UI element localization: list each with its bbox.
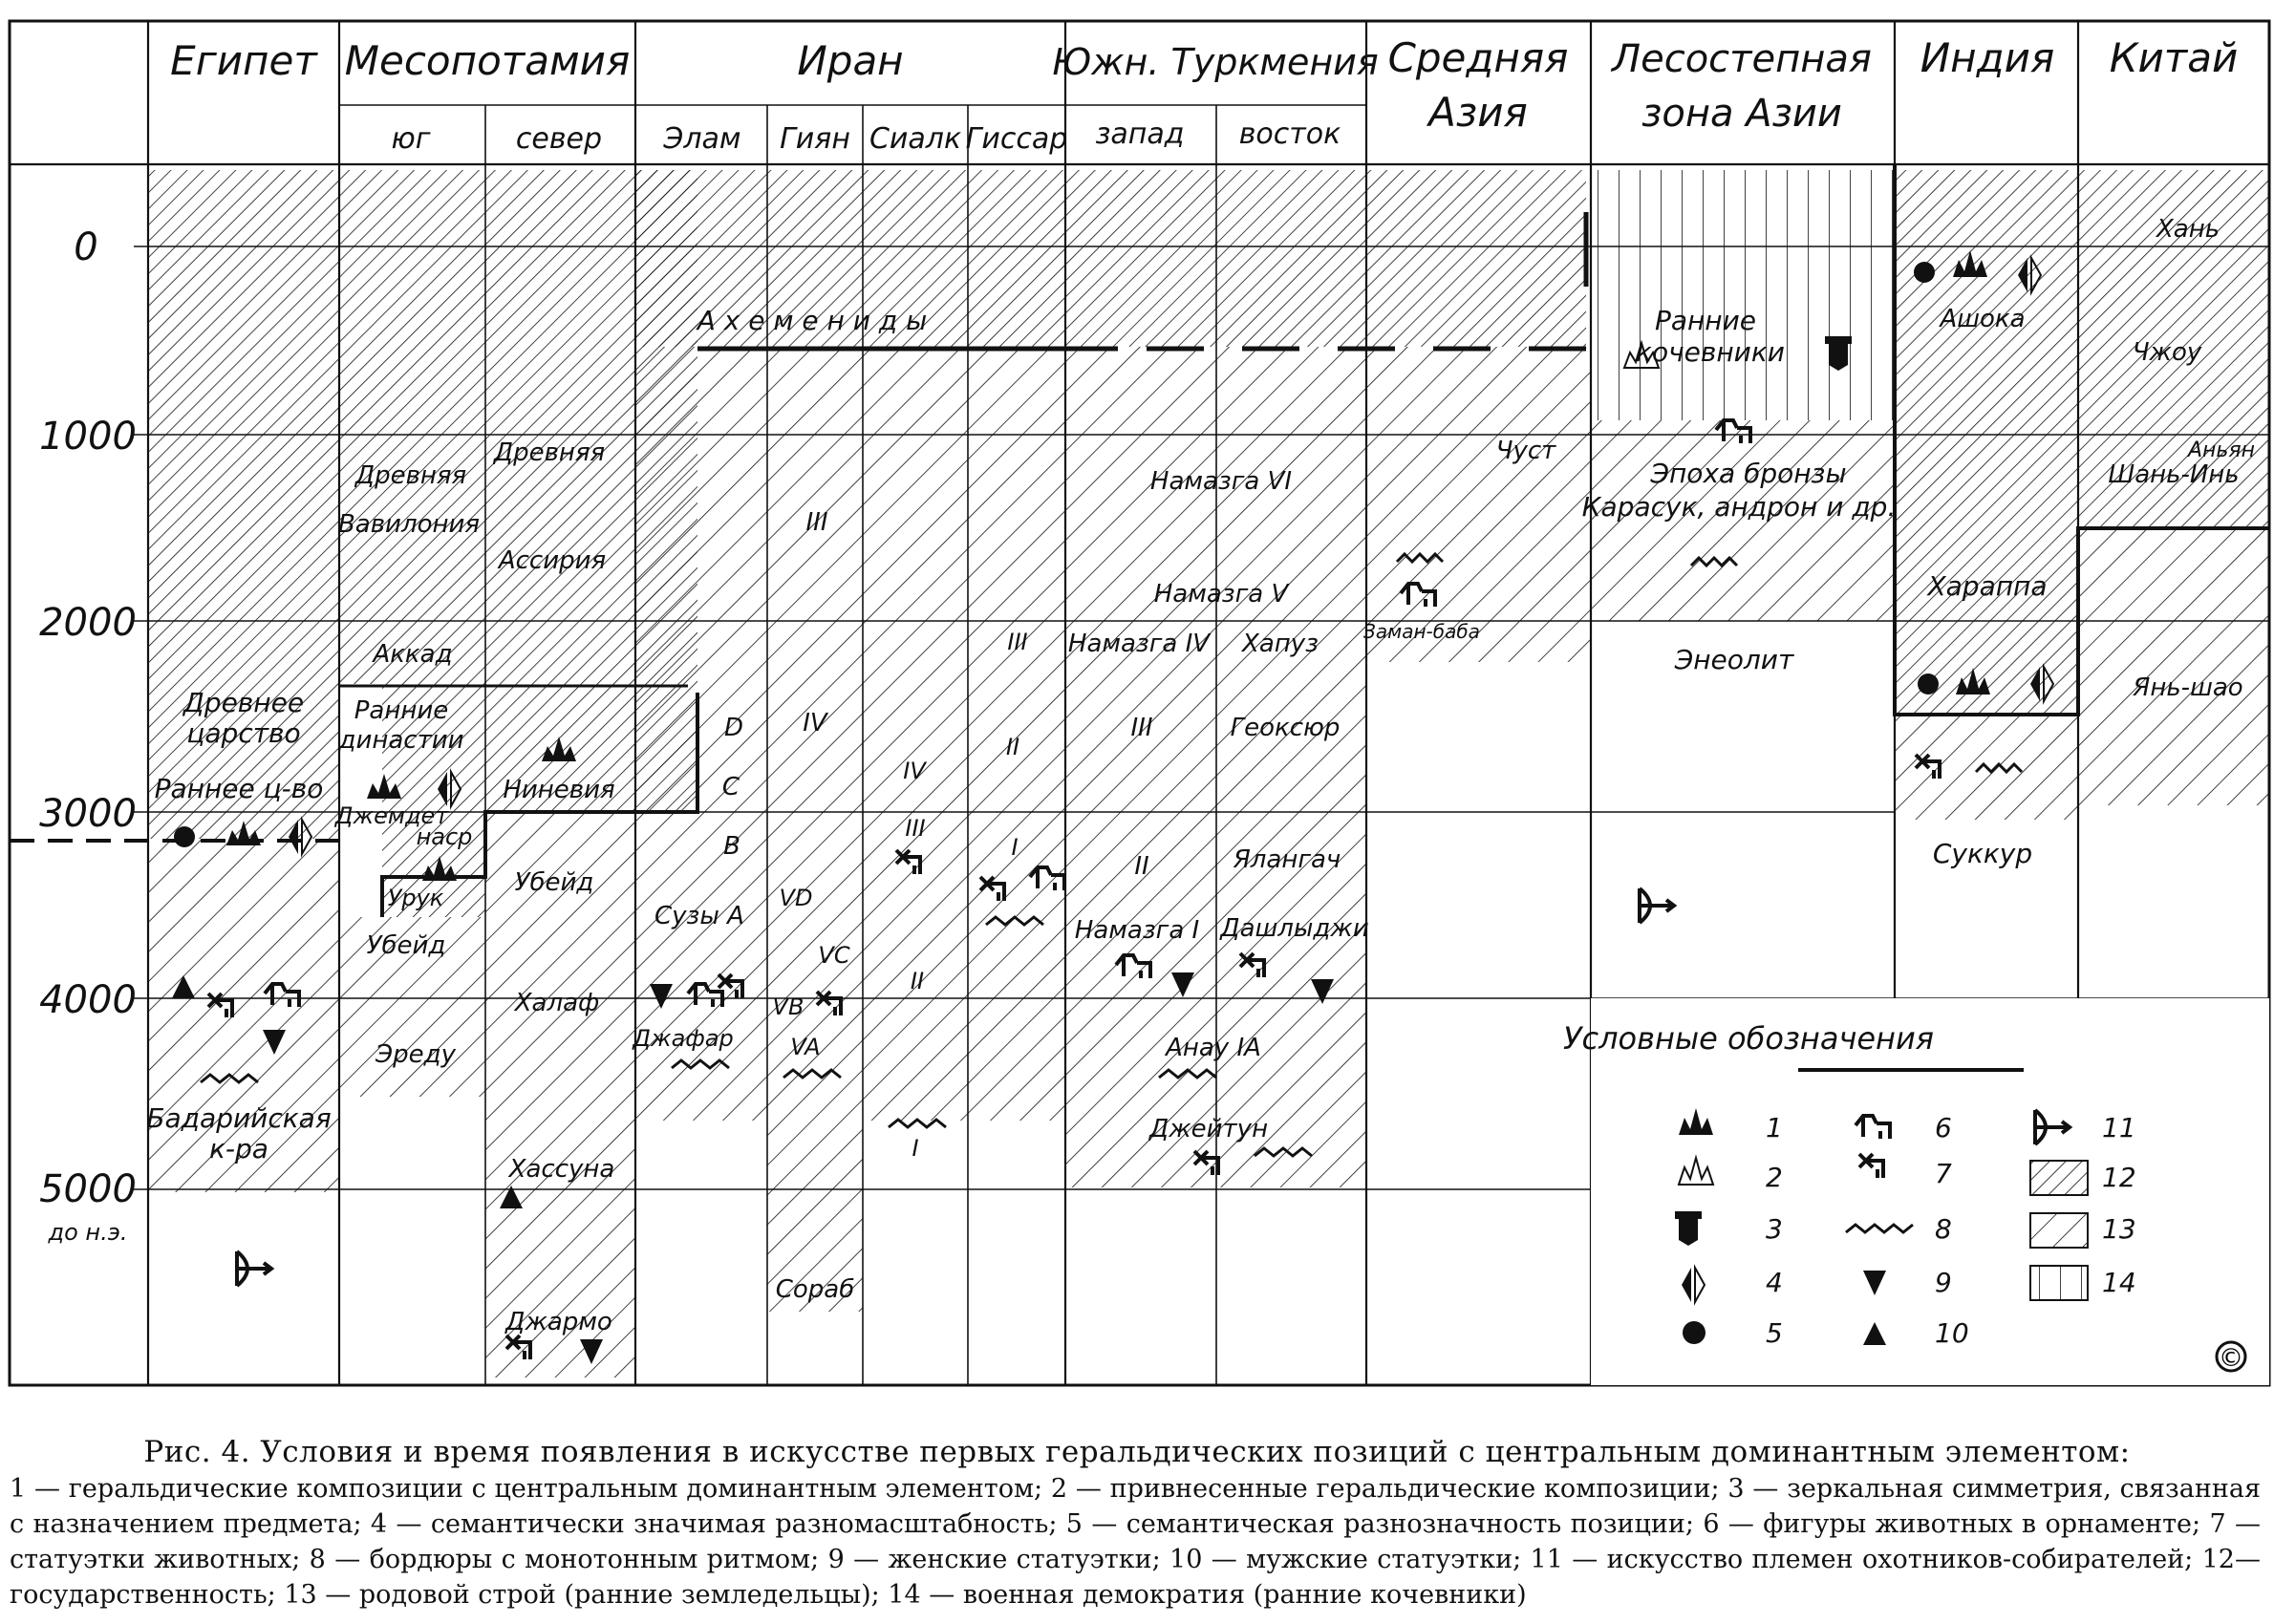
- position-dot-icon: [174, 826, 195, 847]
- header-meso-south: юг: [391, 122, 431, 156]
- label-zamanbaba: Заман-баба: [1363, 620, 1480, 643]
- label-giyan-vd: VD: [779, 885, 813, 911]
- hunter-art-icon: [1640, 888, 1674, 923]
- label-sialk-iv: IV: [903, 758, 926, 784]
- label-chust: Чуст: [1495, 437, 1556, 465]
- header-india: Индия: [1920, 34, 2055, 81]
- copyright-mark: ©: [2219, 1344, 2243, 1373]
- legend-item-4: 4: [1766, 1267, 1783, 1298]
- legend-item-10: 10: [1935, 1317, 1969, 1349]
- legend-title: Условные обозначения: [1562, 1020, 1935, 1057]
- label-early-dynasties-2: династии: [338, 726, 464, 755]
- tick-0: 0: [74, 225, 98, 269]
- tick-4000: 4000: [39, 978, 137, 1022]
- header-turkmenia: Южн. Туркмения: [1052, 41, 1379, 83]
- label-turk-iii: III: [1130, 714, 1153, 742]
- legend-statehood-swatch: [2030, 1161, 2088, 1195]
- label-achaemenids: А х е м е н и д ы: [697, 305, 928, 336]
- position-dot-icon: [1914, 262, 1935, 283]
- label-giyan-va: VA: [790, 1034, 821, 1060]
- header-mesopotamia: Месопотамия: [344, 37, 631, 84]
- label-jemdet-2: наср: [416, 823, 473, 850]
- label-early-dynastic-egypt: Раннее ц-во: [154, 773, 324, 804]
- label-ubaid-north: Убейд: [514, 868, 594, 897]
- header-egypt: Египет: [170, 37, 317, 84]
- label-giyan-vc: VC: [818, 942, 850, 969]
- legend-tribal-swatch: [2030, 1213, 2088, 1248]
- label-yangshao: Янь-шао: [2133, 673, 2243, 702]
- header-iran: Иран: [797, 37, 904, 84]
- tick-3000: 3000: [39, 792, 137, 836]
- label-sialk-i: I: [912, 1135, 919, 1162]
- label-namazga-v: Намазга V: [1153, 580, 1289, 609]
- label-elam-d: D: [723, 714, 744, 742]
- header-steppe-1: Лесостепная: [1612, 37, 1872, 81]
- label-early-dynasties-1: Ранние: [354, 696, 449, 725]
- header-turk-west: запад: [1095, 118, 1185, 151]
- label-old-babylon-2: Вавилония: [337, 510, 481, 539]
- hunter-art-icon: [237, 1251, 271, 1286]
- label-elam-b: B: [723, 832, 740, 861]
- label-sialk-ii: II: [910, 968, 925, 994]
- header-iran-hissar: Гиссар: [965, 122, 1068, 156]
- tribal-china: [2078, 528, 2269, 805]
- legend-item-12: 12: [2102, 1162, 2136, 1193]
- label-badari-1: Бадарийская: [146, 1102, 332, 1134]
- legend-military-swatch: [2030, 1266, 2088, 1300]
- label-uruk: Урук: [387, 885, 444, 911]
- label-jafar: Джафар: [633, 1025, 734, 1052]
- header-central-asia-1: Средняя: [1387, 34, 1569, 81]
- label-zhou: Чжоу: [2132, 338, 2202, 367]
- label-sukkur: Суккур: [1932, 838, 2033, 869]
- label-khapuz: Хапуз: [1242, 630, 1319, 658]
- tick-5000: 5000: [39, 1167, 137, 1211]
- position-dot-icon: [1918, 673, 1939, 694]
- legend-item-6: 6: [1935, 1112, 1952, 1143]
- label-hissar-ii: II: [1005, 734, 1020, 760]
- legend-dot-icon: [1683, 1321, 1706, 1344]
- label-harappa: Хараппа: [1927, 570, 2048, 602]
- label-hissar-iii: III: [1007, 629, 1028, 655]
- label-elam-c: C: [721, 773, 740, 801]
- military-democracy-steppe: [1591, 170, 1895, 420]
- legend: [1563, 998, 2269, 1385]
- column-headers: [170, 34, 2238, 156]
- label-jemdet-1: Джемдет: [334, 802, 449, 829]
- legend-item-7: 7: [1935, 1158, 1952, 1189]
- label-dashlyji: Дашлыджи: [1220, 914, 1369, 943]
- label-old-assyria-2: Ассирия: [498, 546, 607, 575]
- caption-title: Рис. 4. Условия и время появления в искусстве первых геральдических позиций с центральным доминантным элементом:: [143, 1435, 2131, 1469]
- legend-item-13: 13: [2102, 1213, 2136, 1245]
- label-hassuna: Хассуна: [508, 1155, 615, 1184]
- label-hissar-i: I: [1011, 834, 1019, 861]
- legend-item-14: 14: [2102, 1267, 2136, 1298]
- header-steppe-2: зона Азии: [1641, 92, 1842, 136]
- label-jeitun: Джейтун: [1148, 1115, 1269, 1143]
- label-namazga-i: Намазга I: [1074, 916, 1200, 945]
- legend-item-2: 2: [1766, 1162, 1783, 1193]
- legend-item-1: 1: [1766, 1112, 1783, 1143]
- tick-2000: 2000: [39, 601, 137, 645]
- label-bronze-2: Карасук, андрон и др.: [1581, 491, 1897, 523]
- legend-item-3: 3: [1766, 1213, 1783, 1245]
- label-giyan-iii: III: [805, 508, 828, 537]
- legend-item-9: 9: [1935, 1267, 1952, 1298]
- tribal-iran: [635, 347, 1065, 1121]
- label-bronze-1: Эпоха бронзы: [1650, 458, 1847, 489]
- label-eridu: Эреду: [375, 1040, 457, 1069]
- label-sialk-iii: III: [905, 815, 926, 842]
- label-shang: Шань-Инь: [2108, 460, 2240, 489]
- caption-body: 1 — геральдические композиции с центральным доминантным элементом; 2 — привнесенные геральдические композиции; 3 — зеркальная симметрия, связанная с назначением предмета; 4 — семантически значимая разномасштабность; 5 — семантическая разнозначность позиции; 6 — фигуры животных в орнаменте; 7 — статуэтки животных; 8 — бордюры с монотонным ритмом; 9 — женские статуэтки; 10 — мужские статуэтки; 11 — искусство племен охотников-собирателей; 12— государственность; 13 — родовой строй (ранние земледельцы); 14 — военная демократия (ранние кочевники): [10, 1474, 2261, 1610]
- label-namazga-vi: Намазга VI: [1149, 467, 1293, 496]
- label-han: Хань: [2156, 215, 2220, 244]
- label-ashoka: Ашока: [1940, 305, 2026, 333]
- header-china: Китай: [2109, 34, 2239, 81]
- label-old-assyria-1: Древняя: [493, 438, 606, 467]
- label-giyan-vb: VB: [772, 994, 804, 1020]
- label-early-nomads-1: Ранние: [1654, 305, 1757, 336]
- label-yalangach: Ялангач: [1233, 845, 1341, 874]
- label-namazga-iv: Намазга IV: [1067, 630, 1211, 658]
- label-turk-ii: II: [1134, 852, 1149, 881]
- label-susa-a: Сузы А: [654, 902, 744, 930]
- legend-item-11: 11: [2102, 1112, 2136, 1143]
- label-badari-2: к-ра: [209, 1133, 268, 1165]
- tick-1000: 1000: [39, 415, 137, 459]
- label-giyan-iv: IV: [803, 709, 827, 737]
- label-sorab: Сораб: [775, 1275, 855, 1304]
- time-axis: [39, 225, 137, 1246]
- figure-caption: [0, 1433, 2274, 1613]
- tribal-central-asia: [1366, 347, 1591, 662]
- header-turk-east: восток: [1238, 118, 1341, 151]
- statehood-india: [1895, 170, 2078, 715]
- label-halaf: Халаф: [514, 989, 600, 1017]
- label-anyang: Аньян: [2187, 438, 2256, 462]
- label-eneolith: Энеолит: [1674, 644, 1794, 675]
- header-meso-north: север: [515, 122, 603, 156]
- label-anau: Анау IA: [1166, 1034, 1261, 1062]
- label-nineveh: Ниневия: [503, 776, 615, 804]
- label-early-nomads-2: кочевники: [1636, 336, 1785, 368]
- label-ubaid-south: Убейд: [366, 931, 446, 960]
- header-iran-sialk: Сиалк: [869, 122, 962, 156]
- label-old-babylon-1: Древняя: [354, 461, 467, 490]
- label-geoksyur: Геоксюр: [1230, 714, 1341, 742]
- label-early-kingdom-1: Древнее: [182, 687, 305, 718]
- tribal-meso-north: [485, 814, 636, 1378]
- label-early-kingdom-2: царство: [186, 717, 301, 749]
- header-iran-giyan: Гиян: [780, 122, 850, 156]
- label-jarmo: Джармо: [505, 1308, 612, 1336]
- legend-item-5: 5: [1766, 1317, 1783, 1349]
- legend-item-8: 8: [1935, 1213, 1952, 1245]
- bc-label: до н.э.: [48, 1219, 128, 1246]
- header-central-asia-2: Азия: [1428, 89, 1528, 136]
- header-iran-elam: Элам: [663, 122, 741, 156]
- label-akkad: Аккад: [373, 640, 453, 669]
